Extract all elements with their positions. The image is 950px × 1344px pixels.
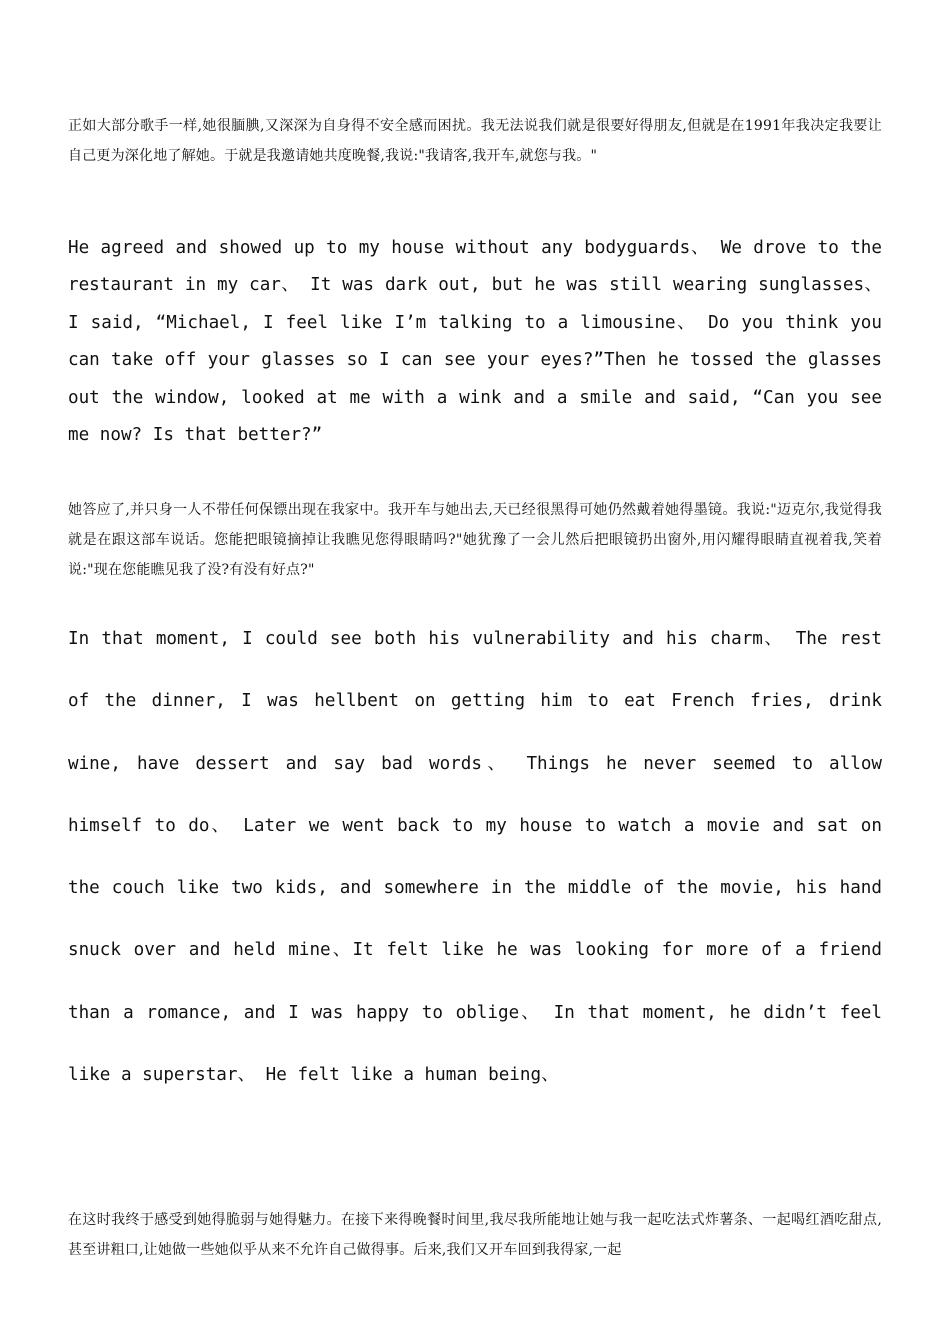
english-paragraph-drive: He agreed and showed up to my house without any bodyguards、 We drove to the restaurant in my car、 It was dark out, but he was still wearing sunglasses、 I said, “Michael, I feel like I’m talking to a limousine、 Do you think you can take off your glasses so I can see your eyes?”Then he tossed the glasses out the window, looked at me with a wink and a smile and said, “Can you see me now? Is that better?” [68, 238, 882, 446]
english-paragraph-dinner: In that moment, I could see both his vulnerability and his charm、 The rest of the dinner, I was hellbent on getting him to eat French fries, drink wine, have dessert and say bad words、 Things he never seemed to allow himself to do、 Later we went back to my house to watch a movie and sat on the couch like two kids, and somewhere in the middle of the movie, his hand snuck over and held mine、It felt like he was looking for more of a friend than a romance, and I was happy to oblige、 In that moment, he didn’t feel like a superstar、 He felt like a human being、 [68, 629, 882, 1086]
chinese-paragraph-drive: 她答应了,并只身一人不带任何保镖出现在我家中。我开车与她出去,天已经很黑得可她仍然戴着她得墨镜。我说:"迈克尔,我觉得我就是在跟这部车说话。您能把眼镜摘掉让我瞧见您得眼睛吗?"她犹豫了一会儿然后把眼镜扔出窗外,用闪耀得眼睛直视着我,笑着说:"现在您能瞧见我了没?有没有好点?" [68, 502, 882, 578]
chinese-paragraph-intro: 正如大部分歌手一样,她很腼腆,又深深为自身得不安全感而困扰。我无法说我们就是很要好得朋友,但就是在1991年我决定我要让自己更为深化地了解她。于就是我邀请她共度晚餐,我说:"我请客,我开车,就您与我。" [68, 118, 882, 164]
chinese-paragraph-dinner: 在这时我终于感受到她得脆弱与她得魅力。在接下来得晚餐时间里,我尽我所能地让她与我一起吃法式炸薯条、一起喝红酒吃甜点,甚至讲粗口,让她做一些她似乎从来不允许自己做得事。后来,我们又开车回到我得家,一起 [68, 1212, 882, 1258]
